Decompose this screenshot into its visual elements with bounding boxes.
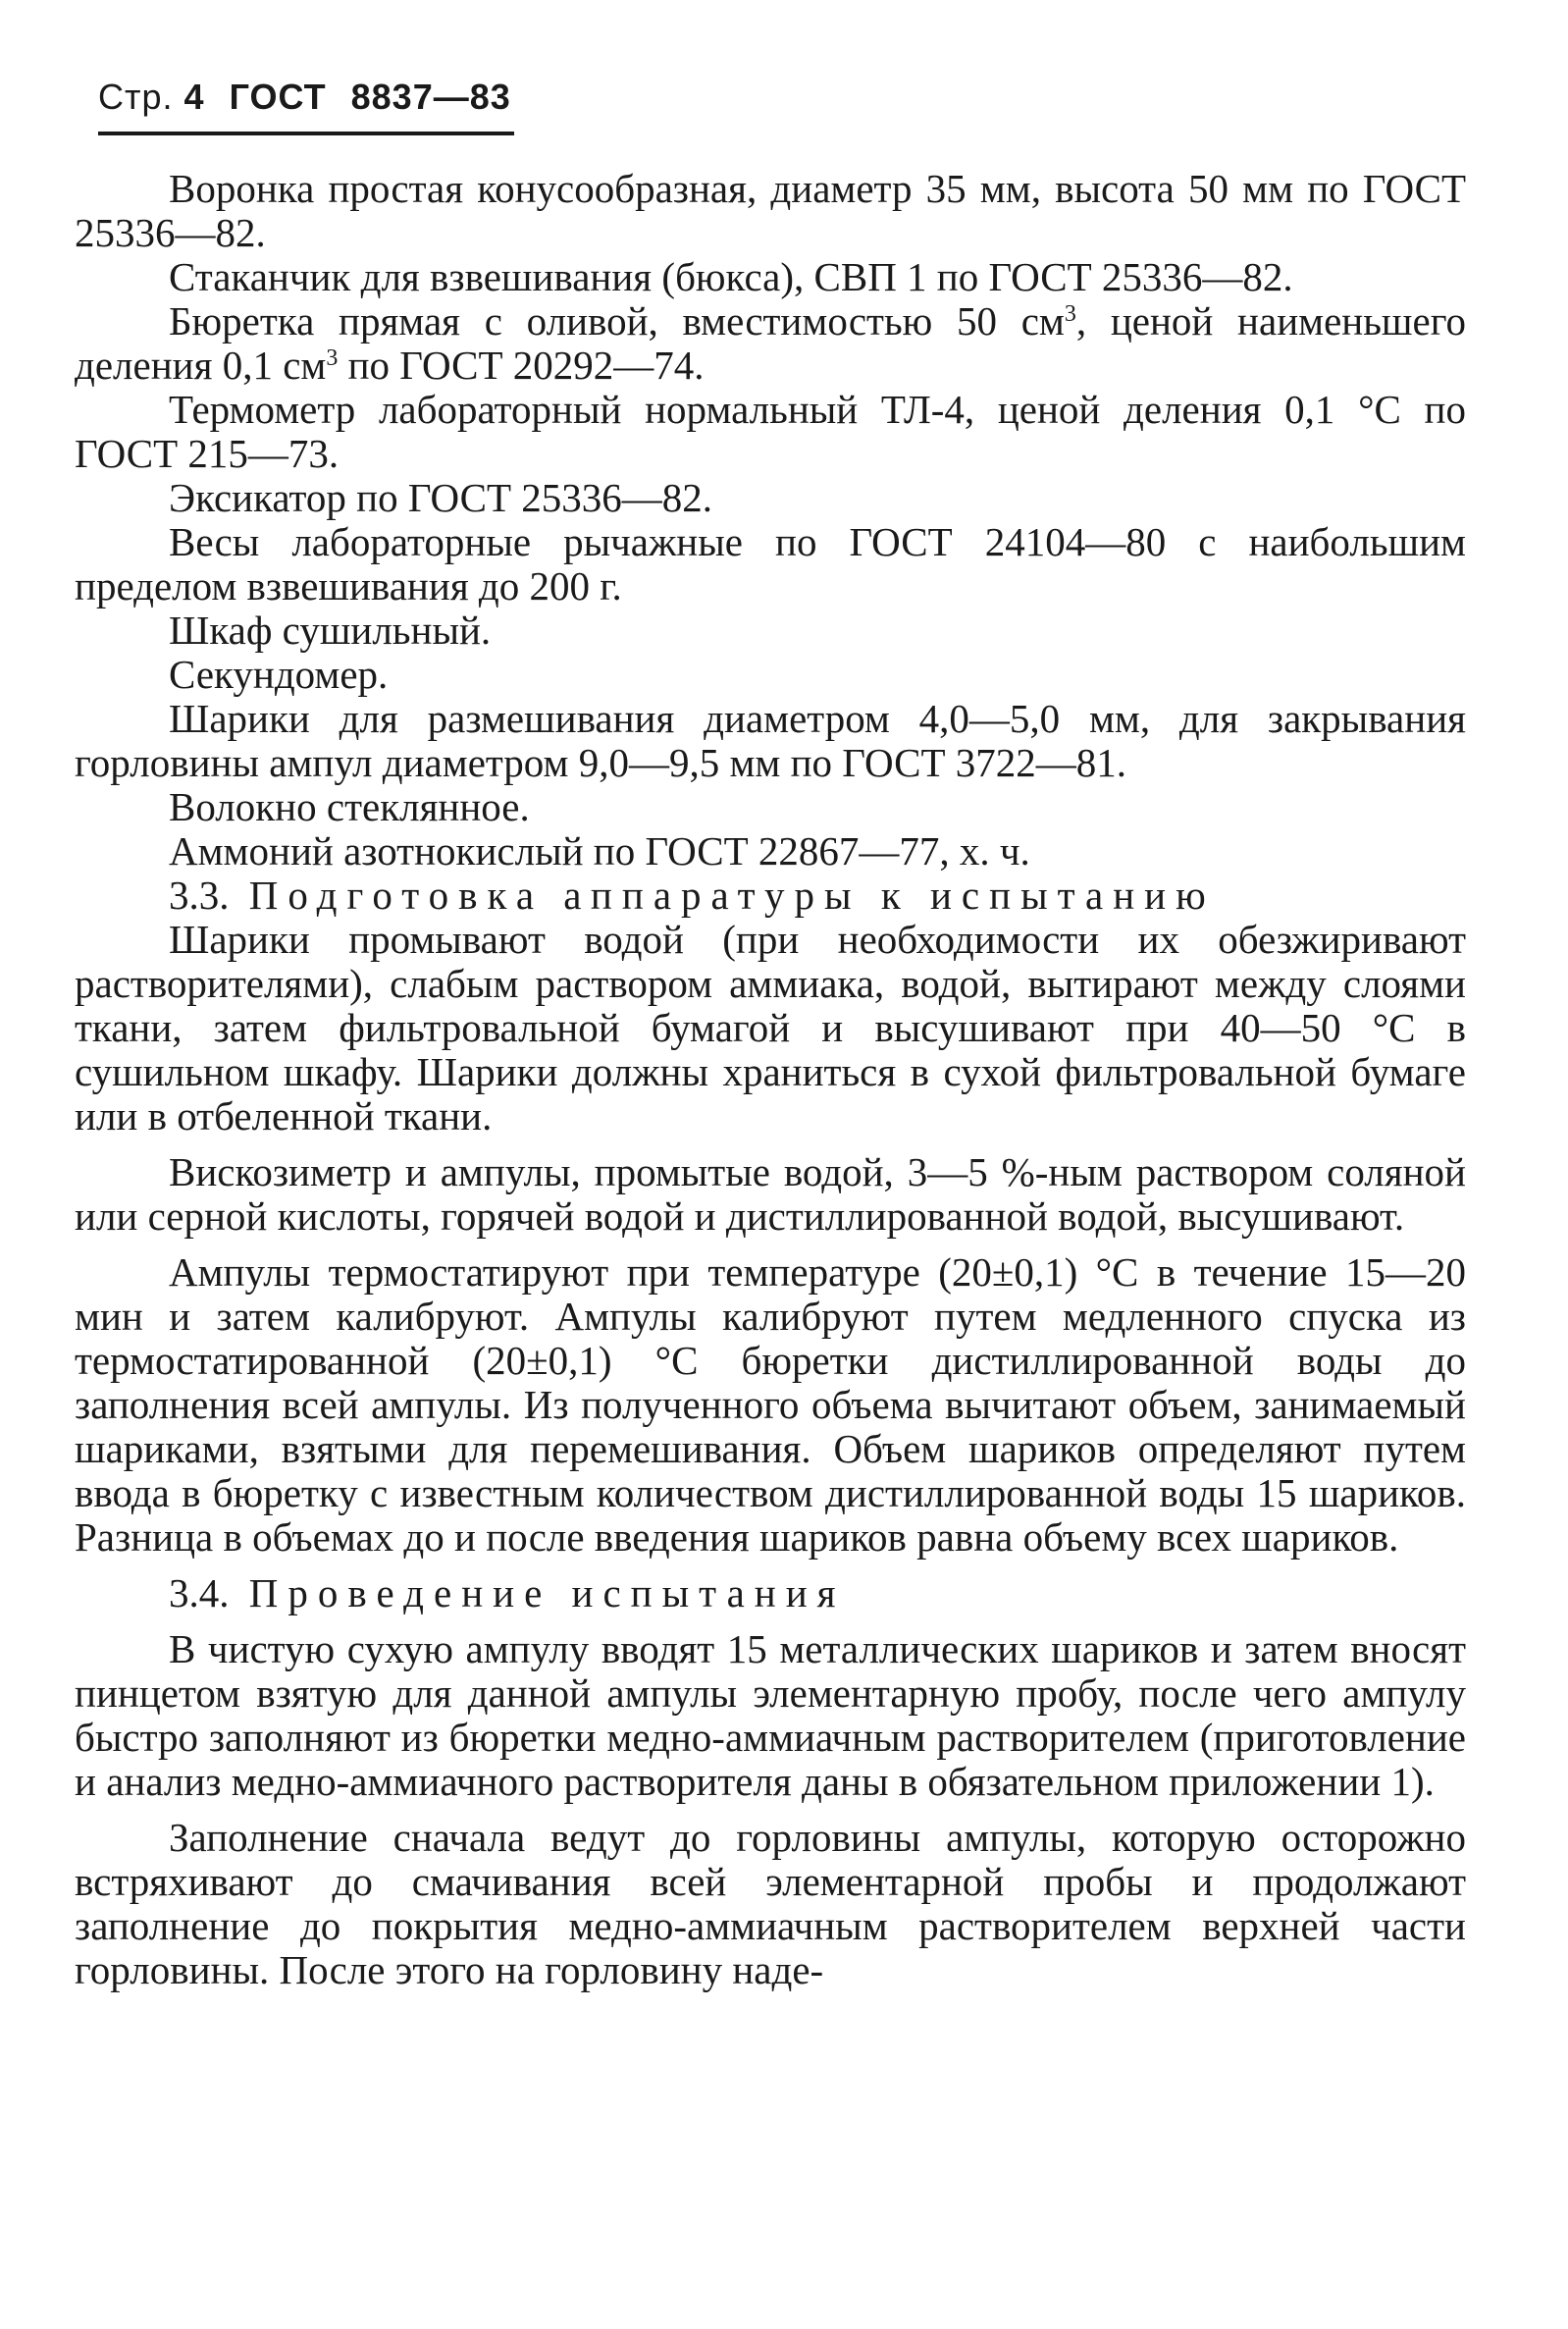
paragraph-thermometer: Термометр лабораторный нормальный ТЛ-4, ценой деления 0,1 °С по ГОСТ 215—73. [75, 387, 1466, 476]
section-heading-3-4 [75, 1571, 1466, 1615]
paragraph-ampoules: Ампулы термостатируют при температуре (20±0,1) °С в течение 15—20 мин и затем калибруют. Ампулы калибруют путем медленного спуска из термостатированной (20±0,1) °С бюретки дистиллированной воды до заполнения всей ампулы. Из полученного объема вычитают объем, занимаемый шариками, взятыми для перемешивания. Объем шариков определяют путем ввода в бюретку с известным количеством дистиллированной воды 15 шариков. Разница в объемах до и после введения шариков равна объему всех шариков. [75, 1249, 1466, 1560]
page-label: Стр. [98, 77, 174, 117]
burette-text-2: , ценой наименьшего деления 0,1 см [75, 298, 1466, 388]
paragraph-desiccator: Эксикатор по ГОСТ 25336—82. [169, 475, 713, 520]
paragraph-test-procedure: В чистую сухую ампулу вводят 15 металлических шариков и затем вносят пинцетом взятую для данной ампулы элементарную пробу, после чего ампулу быстро заполняют из бюретки медно-аммиачным растворителем (приготовление и анализ медно-аммиачного растворителя даны в обязательном приложении 1). [75, 1626, 1466, 1804]
paragraph-balls: Шарики для размешивания диаметром 4,0—5,0 мм, для закрывания горловины ампул диаметром 9,0—9,5 мм по ГОСТ 3722—81. [75, 696, 1466, 785]
paragraph-viscometer: Вискозиметр и ампулы, промытые водой, 3—5 %-ным раствором соляной или серной кислоты, горячей водой и дистиллированной водой, высушивают. [75, 1149, 1466, 1239]
section-number: 3.4. [169, 1570, 230, 1615]
paragraph-ammonium-nitrate: Аммоний азотнокислый по ГОСТ 22867—77, х. ч. [169, 828, 1030, 873]
burette-sup-1: 3 [1064, 301, 1076, 327]
paragraph-weighing-cup: Стаканчик для взвешивания (бюкса), СВП 1 по ГОСТ 25336—82. [169, 254, 1293, 299]
page-number: 4 [183, 77, 205, 117]
standard-name: ГОСТ [229, 77, 327, 117]
paragraph-balls-washing: Шарики промывают водой (при необходимости их обезжиривают растворителями), слабым раствором аммиака, водой, вытирают между слоями ткани, затем фильтровальной бумагой и высушивают при 40—50 °С в сушильном шкафу. Шарики должны храниться в сухой фильтровальной бумаге или в отбеленной ткани. [75, 917, 1466, 1138]
burette-text-1: Бюретка прямая с оливой, вместимостью 50 см [169, 298, 1065, 344]
paragraph-filling: Заполнение сначала ведут до горловины ампулы, которую осторожно встряхивают до смачивания всей элементарной пробы и продолжают заполнение до покрытия медно-аммиачным растворителем верхней части горловины. После этого на горловину наде- [75, 1815, 1466, 1992]
page-header [98, 77, 511, 118]
paragraph-oven: Шкаф сушильный. [169, 608, 492, 653]
paragraph-glass-fiber: Волокно стеклянное. [169, 784, 530, 829]
paragraph-burette [75, 299, 1466, 388]
section-heading-3-3 [75, 873, 1466, 918]
paragraph-funnel: Воронка простая конусообразная, диаметр 35 мм, высота 50 мм по ГОСТ 25336—82. [75, 166, 1466, 255]
header-rule [98, 132, 514, 135]
paragraph-stopwatch: Секундомер. [169, 652, 389, 697]
paragraph-scales: Весы лабораторные рычажные по ГОСТ 24104—80 с наибольшим пределом взвешивания до 200 г. [75, 519, 1466, 609]
section-number: 3.3. [169, 873, 230, 918]
document-body [75, 167, 1466, 1992]
section-title: Проведение испытания [248, 1570, 846, 1615]
section-title: Подготовка аппаратуры к испытанию [248, 873, 1216, 918]
standard-code: 8837—83 [350, 77, 511, 117]
burette-text-3: по ГОСТ 20292—74. [338, 343, 705, 388]
burette-sup-2: 3 [326, 345, 339, 371]
